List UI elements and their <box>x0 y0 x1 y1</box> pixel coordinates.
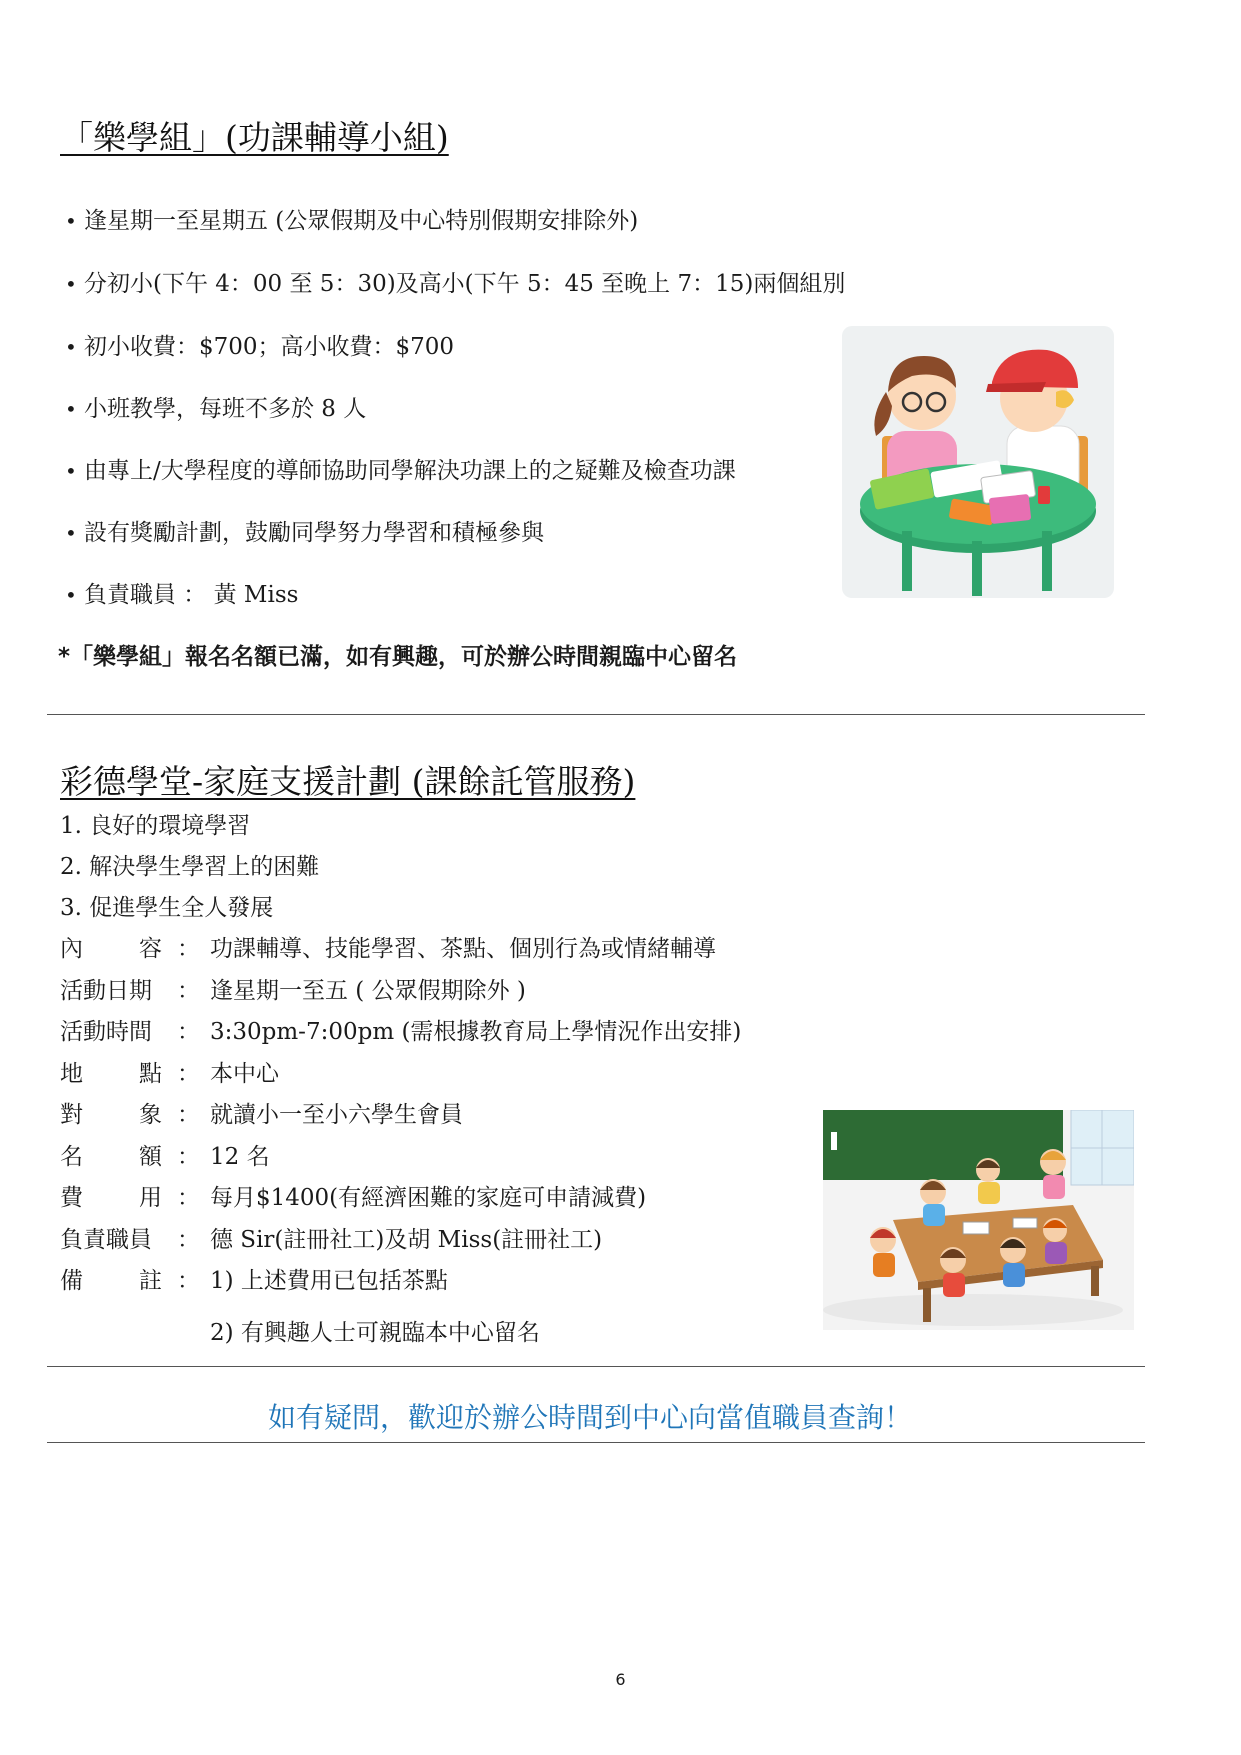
bullet-text: 分初小(下午 4：00 至 5：30)及高小(下午 5：45 至晚上 7：15)兩個組別 <box>84 271 846 297</box>
detail-label: 內 容 <box>60 936 162 962</box>
detail-value: 1) 上述費用已包括茶點 <box>210 1268 448 1294</box>
bullet-text: 逢星期一至星期五 (公眾假期及中心特別假期安排除外) <box>84 208 639 234</box>
goal-item: 2. 解決學生學習上的困難 <box>60 854 320 880</box>
detail-colon: ： <box>177 1019 200 1045</box>
bullet-dot: • <box>65 459 77 483</box>
detail-label: 費 用 <box>60 1185 162 1211</box>
divider-1 <box>47 714 1145 715</box>
detail-value: 3:30pm-7:00pm (需根據教育局上學情況作出安排) <box>210 1019 742 1045</box>
detail-value: 就讀小一至小六學生會員 <box>210 1102 463 1128</box>
bullet-text: 設有獎勵計劃，鼓勵同學努力學習和積極參與 <box>84 520 544 546</box>
contact-message: 如有疑問，歡迎於辦公時間到中心向當值職員查詢！ <box>267 1401 912 1434</box>
detail-colon: ： <box>177 1102 200 1128</box>
divider-3 <box>47 1442 1145 1443</box>
detail-label: 負責職員 <box>60 1227 152 1253</box>
detail-label: 備 註 <box>60 1268 162 1294</box>
section2-title: 彩德學堂-家庭支援計劃 (課餘託管服務) <box>60 762 636 801</box>
detail-label: 地 點 <box>60 1061 162 1087</box>
detail-colon: ： <box>177 1268 200 1294</box>
goal-item: 1. 良好的環境學習 <box>60 813 251 839</box>
bullet-text: 初小收費：$700；高小收費：$700 <box>84 334 455 360</box>
bullet-text: 由專上/大學程度的導師協助同學解決功課上的之疑難及檢查功課 <box>84 458 736 484</box>
detail-value: 德 Sir(註冊社工)及胡 Miss(註冊社工) <box>210 1227 603 1253</box>
section1-title: 「樂學組」(功課輔導小組) <box>60 118 449 157</box>
goal-item: 3. 促進學生全人發展 <box>60 895 274 921</box>
divider-2 <box>47 1366 1145 1367</box>
detail-value: 功課輔導、技能學習、茶點、個別行為或情緒輔導 <box>210 936 716 962</box>
detail-value: 逢星期一至五 ( 公眾假期除外 ) <box>210 978 526 1004</box>
page-number: 6 <box>615 1670 626 1689</box>
bullet-dot: • <box>65 209 77 233</box>
detail-colon: ： <box>177 936 200 962</box>
classroom-illustration <box>823 1110 1134 1330</box>
detail-colon: ： <box>177 1144 200 1170</box>
detail-value: 12 名 <box>210 1144 270 1170</box>
bullet-dot: • <box>65 335 77 359</box>
section1-bullet-item <box>65 514 544 547</box>
detail-label: 活動時間 <box>60 1019 152 1045</box>
detail-colon: ： <box>177 1227 200 1253</box>
section1-bullet-item <box>65 576 298 609</box>
kids-studying-illustration <box>842 326 1114 598</box>
bullet-text: 負責職員 ： 黃 Miss <box>84 582 299 608</box>
section1-bullet-item <box>65 265 845 298</box>
detail-label: 名 額 <box>60 1144 162 1170</box>
detail-colon: ： <box>177 1061 200 1087</box>
detail-colon: ： <box>177 1185 200 1211</box>
detail-colon: ： <box>177 978 200 1004</box>
bullet-text: 小班教學，每班不多於 8 人 <box>84 396 367 422</box>
detail-label: 活動日期 <box>60 978 152 1004</box>
bullet-dot: • <box>65 397 77 421</box>
bullet-dot: • <box>65 272 77 296</box>
bullet-dot: • <box>65 521 77 545</box>
bullet-dot: • <box>65 583 77 607</box>
detail-value: 本中心 <box>210 1061 279 1087</box>
section1-bullet-item <box>65 452 736 485</box>
detail-value: 每月$1400(有經濟困難的家庭可申請減費) <box>210 1185 647 1211</box>
section1-note: *「樂學組」報名名額已滿，如有興趣，可於辦公時間親臨中心留名 <box>58 644 738 670</box>
section1-bullet-item <box>65 328 454 361</box>
section1-bullet-item <box>65 202 638 235</box>
detail-label: 對 象 <box>60 1102 162 1128</box>
section1-bullet-item <box>65 390 366 423</box>
